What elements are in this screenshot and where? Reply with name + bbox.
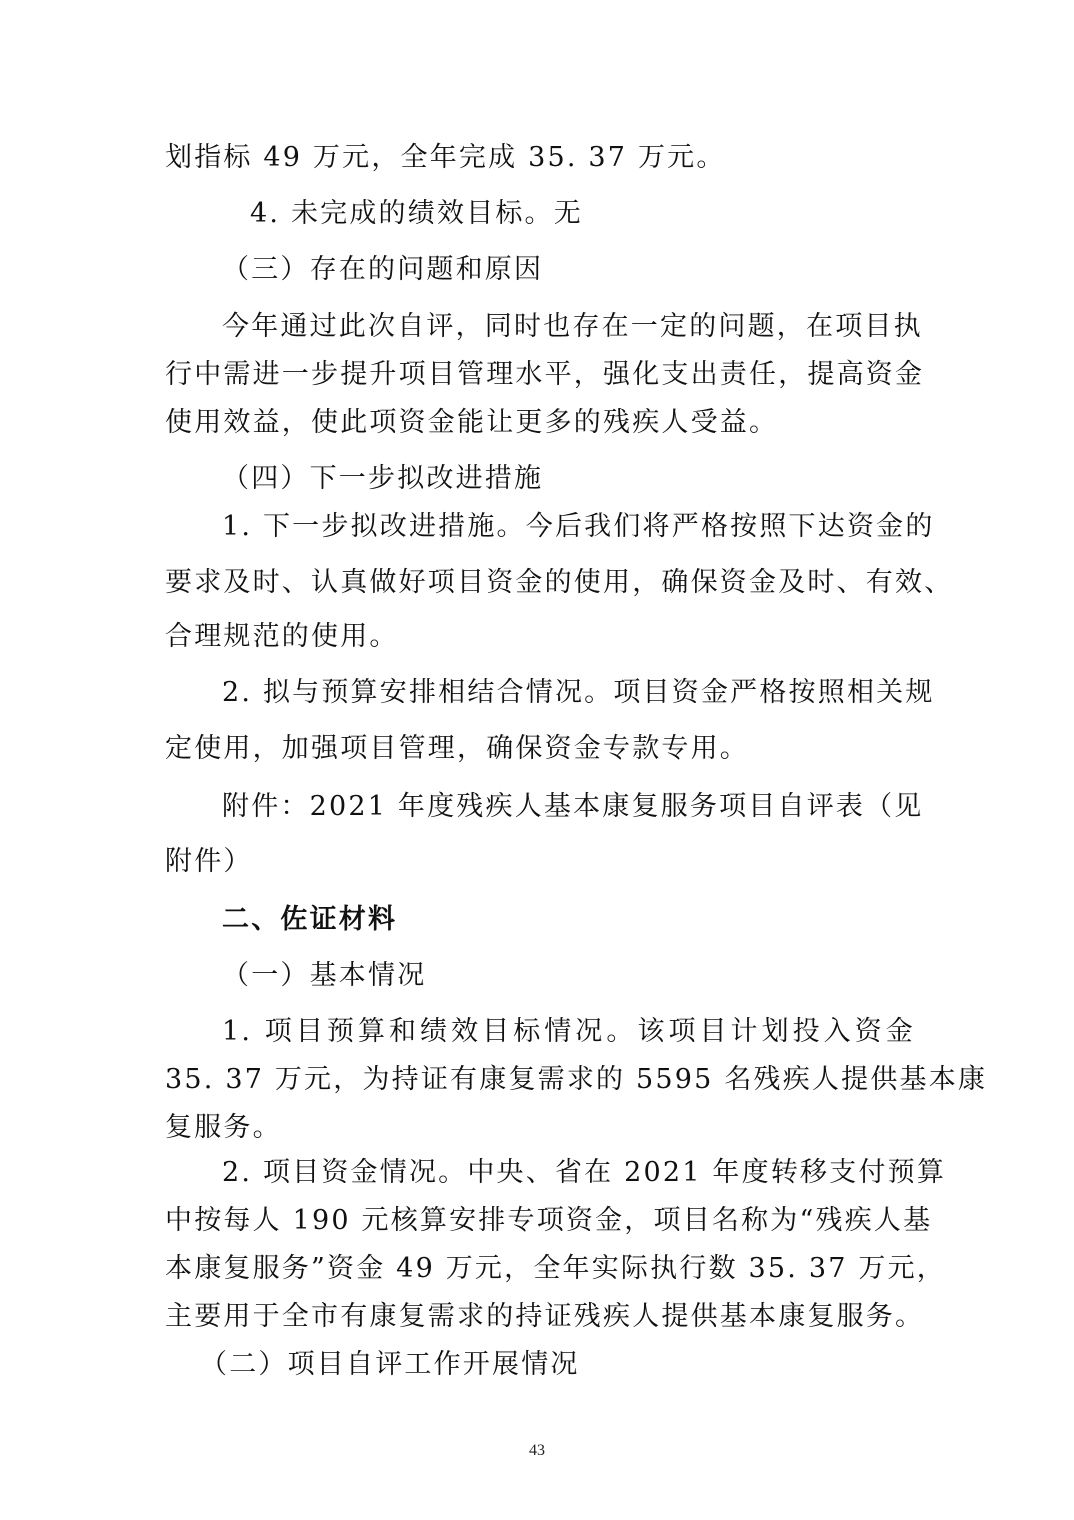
paragraph-line: 中按每人 190 元核算安排专项资金，项目名称为“残疾人基 (165, 1205, 933, 1236)
paragraph-line: 本康复服务”资金 49 万元，全年实际执行数 35. 37 万元， (165, 1253, 946, 1284)
paragraph-line: 使用效益，使此项资金能让更多的残疾人受益。 (165, 407, 779, 438)
paragraph-line: 行中需进一步提升项目管理水平，强化支出责任，提高资金 (165, 359, 925, 390)
paragraph-line: 主要用于全市有康复需求的持证残疾人提供基本康复服务。 (165, 1301, 925, 1332)
paragraph-line: 划指标 49 万元，全年完成 35. 37 万元。 (165, 142, 726, 173)
section-heading: （一）基本情况 (222, 960, 427, 991)
paragraph-line: 35. 37 万元，为持证有康复需求的 5595 名残疾人提供基本康 (165, 1064, 988, 1095)
paragraph-line: 1. 下一步拟改进措施。今后我们将严格按照下达资金的 (222, 511, 935, 542)
paragraph-line: 附件） (165, 846, 253, 877)
page-number: 43 (529, 1442, 545, 1459)
paragraph-line: 4. 未完成的绩效目标。无 (250, 198, 583, 229)
paragraph-line: 合理规范的使用。 (165, 621, 399, 652)
section-heading: （四）下一步拟改进措施 (222, 463, 544, 494)
paragraph-line: 1. 项目预算和绩效目标情况。该项目计划投入资金 (222, 1016, 915, 1047)
paragraph-line: 2. 项目资金情况。中央、省在 2021 年度转移支付预算 (222, 1157, 947, 1188)
section-heading: （三）存在的问题和原因 (222, 254, 544, 285)
paragraph-line: 要求及时、认真做好项目资金的使用，确保资金及时、有效、 (165, 567, 954, 598)
paragraph-line: 定使用，加强项目管理，确保资金专款专用。 (165, 733, 749, 764)
section-heading: 二、佐证材料 (222, 904, 398, 935)
paragraph-line: 今年通过此次自评，同时也存在一定的问题，在项目执 (222, 311, 923, 342)
section-heading: （二）项目自评工作开展情况 (200, 1349, 580, 1380)
paragraph-line: 复服务。 (165, 1112, 282, 1143)
paragraph-line: 附件：2021 年度残疾人基本康复服务项目自评表（见 (222, 791, 924, 822)
paragraph-line: 2. 拟与预算安排相结合情况。项目资金严格按照相关规 (222, 677, 935, 708)
